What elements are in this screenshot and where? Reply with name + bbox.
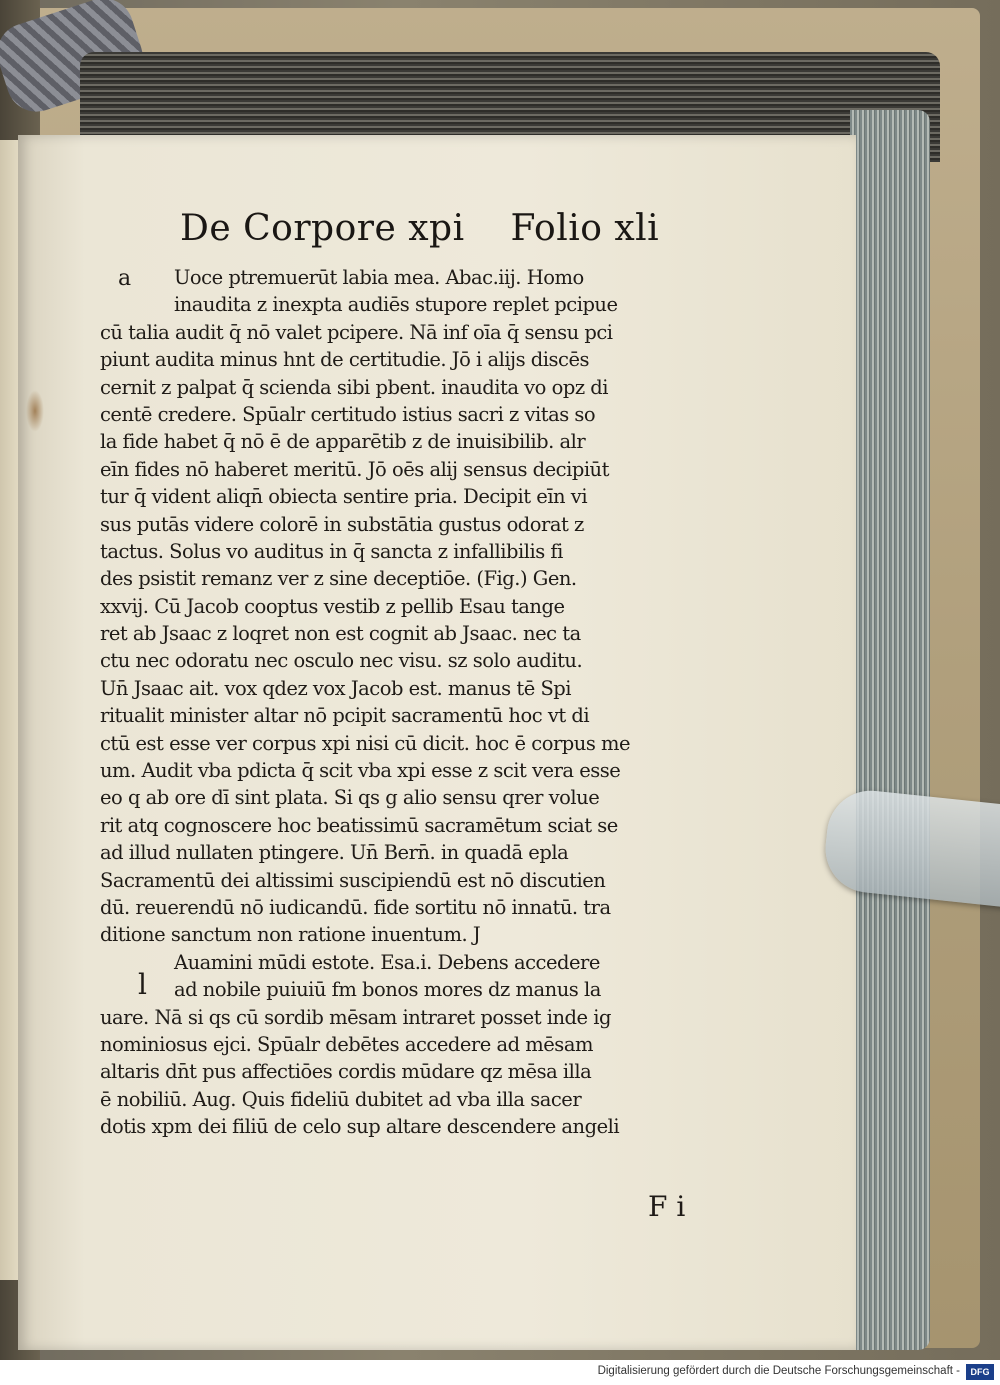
text-line: ditione sanctum non ratione inuentum. J [100, 923, 481, 947]
text-line: ē nobiliū. Aug. Quis fideliū dubitet ad vba illa sacer [100, 1087, 582, 1111]
text-line: dotis xpm dei filiū de celo sup altare descendere angeli [100, 1115, 620, 1139]
text-line: sus putās videre colorē in substātia gustus odorat z [100, 512, 584, 536]
paper-stain [26, 390, 44, 432]
dfg-logo-icon: DFG [966, 1364, 994, 1380]
text-line: ad illud nullaten ptingere. Un̄ Bern̄. in quadā epla [100, 841, 569, 865]
text-line: Sacramentū dei altissimi suscipiendū est nō discutien [100, 868, 606, 892]
text-line: ad nobile puiuiū fm bonos mores dz manus la [174, 978, 601, 1002]
text-line: rit atq cognoscere hoc beatissimū sacramētum sciat se [100, 813, 618, 837]
text-line: tur q̄ vident aliqn̄ obiecta sentire pria. Decipit eīn vi [100, 485, 588, 509]
text-line: nominiosus ejci. Spūalr debētes accedere ad mēsam [100, 1032, 593, 1056]
text-line: des psistit remanz ver z sine deceptiōe. (Fig.) Gen. [100, 567, 577, 591]
text-line: centē credere. Spūalr certitudo istius sacri z vitas so [100, 402, 596, 426]
margin-marker-l: l [138, 968, 147, 1001]
text-line: ret ab Jsaac z loqret non est cognit ab Jsaac. nec ta [100, 622, 581, 646]
text-line: tactus. Solus vo auditus in q̄ sancta z infallibilis fi [100, 539, 563, 563]
folio-number: Folio xli [510, 208, 660, 249]
running-head-title: De Corpore xpi [180, 208, 465, 249]
funding-credit: Digitalisierung gefördert durch die Deutsche Forschungsgemeinschaft - [597, 1365, 960, 1377]
text-line: piunt audita minus hnt de certitudie. Jō i alijs discēs [100, 348, 590, 372]
text-line: Auamini mūdi estote. Esa.i. Debens accedere [174, 950, 600, 974]
text-line: Uoce ptremuerūt labia mea. Abac.iij. Homo [174, 266, 584, 289]
text-line: la fide habet q̄ nō ē de apparētib z de inuisibilib. alr [100, 430, 586, 454]
footer-bar [0, 1360, 1000, 1385]
text-line: cū talia audit q̄ nō valet pcipere. Nā inf oīa q̄ sensu pci [100, 320, 613, 344]
text-line: altaris dn̄t pus affectiōes cordis mūdare qz mēsa illa [100, 1060, 592, 1084]
signature-mark: F i [648, 1190, 686, 1223]
facing-page-edge [0, 140, 20, 1280]
text-line: xxvij. Cū Jacob cooptus vestib z pellib Esau tange [100, 594, 565, 618]
margin-marker-a: a [118, 266, 132, 291]
text-line: eīn fides nō haberet meritū. Jō oēs alij sensus decipiūt [100, 457, 609, 481]
text-line: ctū est esse ver corpus xpi nisi cū dicit. hoc ē corpus me [100, 731, 631, 755]
page-edges-side [850, 110, 930, 1350]
text-line: cernit z palpat q̄ scienda sibi pbent. inaudita vo opz di [100, 375, 609, 399]
text-line: eo q ab ore dī sint plata. Si qs g alio sensu qrer volue [100, 786, 600, 810]
text-line: uare. Nā si qs cū sordib mēsam intraret posset inde ig [100, 1005, 611, 1029]
text-line: um. Audit vba pdicta q̄ scit vba xpi esse z scit vera esse [100, 759, 621, 783]
text-line: Un̄ Jsaac ait. vox qdez vox Jacob est. manus tē Spi [100, 676, 572, 700]
text-line: inaudita z inexpta audiēs stupore replet pcipue [174, 293, 618, 317]
text-line: ritualit minister altar nō pcipit sacramentū hoc vt di [100, 704, 590, 728]
text-line: dū. reuerendū nō iudicandū. fide sortitu nō innatū. tra [100, 895, 611, 919]
body-text [100, 264, 740, 1141]
running-head [180, 208, 660, 264]
text-line: ctu nec odoratu nec osculo nec visu. sz solo auditu. [100, 649, 583, 673]
